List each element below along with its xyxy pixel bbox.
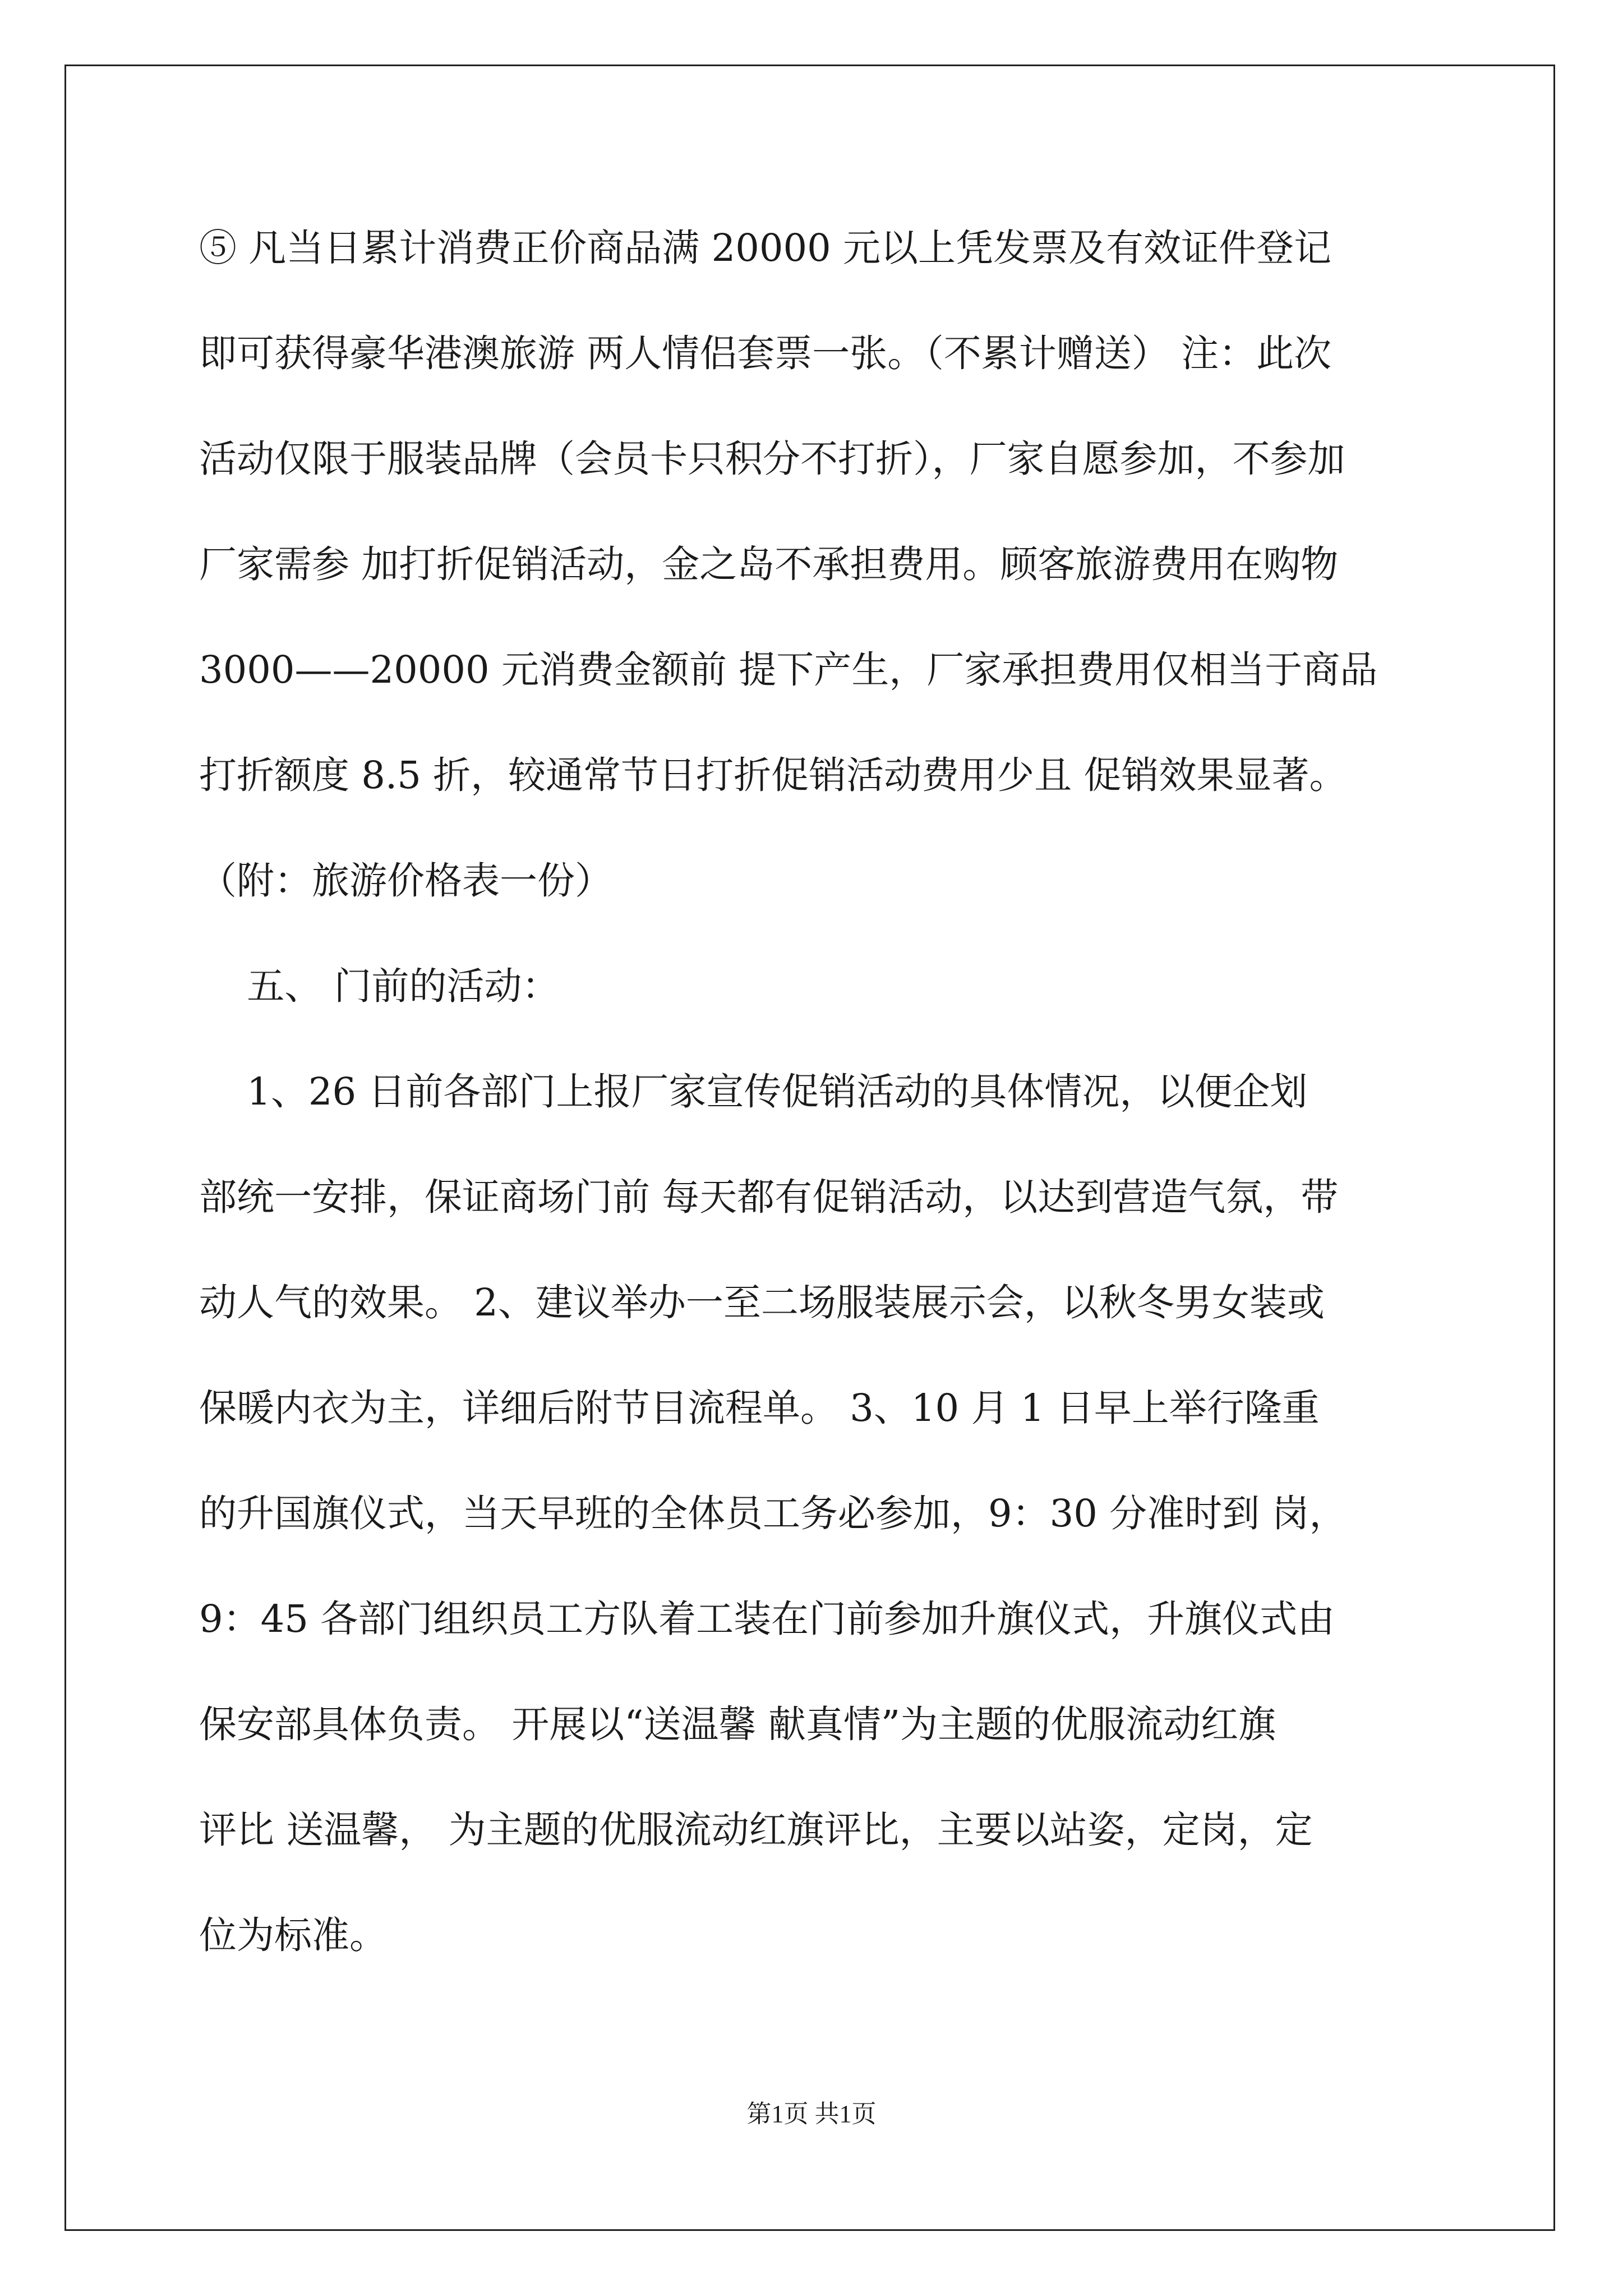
text-line: ⑤ 凡当日累计消费正价商品满 20000 元以上凭发票及有效证件登记 <box>199 226 1332 270</box>
text-line: （附：旅游价格表一份） <box>199 859 612 903</box>
section-heading: 五、 门前的活动： <box>199 964 560 1008</box>
text-line: 部统一安排，保证商场门前 每天都有促销活动，以达到营造气氛，带 <box>199 1175 1339 1219</box>
text-line: 的升国旗仪式，当天早班的全体员工务必参加，9：30 分准时到 岗， <box>199 1492 1347 1535</box>
text-line: 即可获得豪华港澳旅游 两人情侣套票一张。（不累计赠送） 注：此次 <box>199 332 1332 375</box>
text-line: 厂家需参 加打折促销活动，金之岛不承担费用。顾客旅游费用在购物 <box>199 542 1339 586</box>
text-line: 3000——20000 元消费金额前 提下产生，厂家承担费用仅相当于商品 <box>199 648 1378 692</box>
text-line: 活动仅限于服装品牌（会员卡只积分不打折），厂家自愿参加，不参加 <box>199 437 1345 481</box>
text-line: 打折额度 8.5 折，较通常节日打折促销活动费用少且 促销效果显著。 <box>199 753 1347 797</box>
text-line: 动人气的效果。 2、建议举办一至二场服装展示会，以秋冬男女装或 <box>199 1281 1325 1324</box>
text-line: 9：45 各部门组织员工方队着工装在门前参加升旗仪式，升旗仪式由 <box>199 1597 1335 1641</box>
text-line: 保安部具体负责。 开展以“送温馨 献真情”为主题的优服流动红旗 <box>199 1703 1276 1746</box>
page-number-footer: 第1页 共1页 <box>746 2100 877 2128</box>
text-line: 1、26 日前各部门上报厂家宣传促销活动的具体情况，以便企划 <box>199 1070 1308 1114</box>
page-border <box>64 65 1555 2231</box>
text-line: 位为标准。 <box>199 1913 387 1957</box>
text-line: 保暖内衣为主，详细后附节目流程单。 3、10 月 1 日早上举行隆重 <box>199 1386 1320 1430</box>
text-line: 评比 送温馨， 为主题的优服流动红旗评比，主要以站姿，定岗，定 <box>199 1808 1313 1852</box>
